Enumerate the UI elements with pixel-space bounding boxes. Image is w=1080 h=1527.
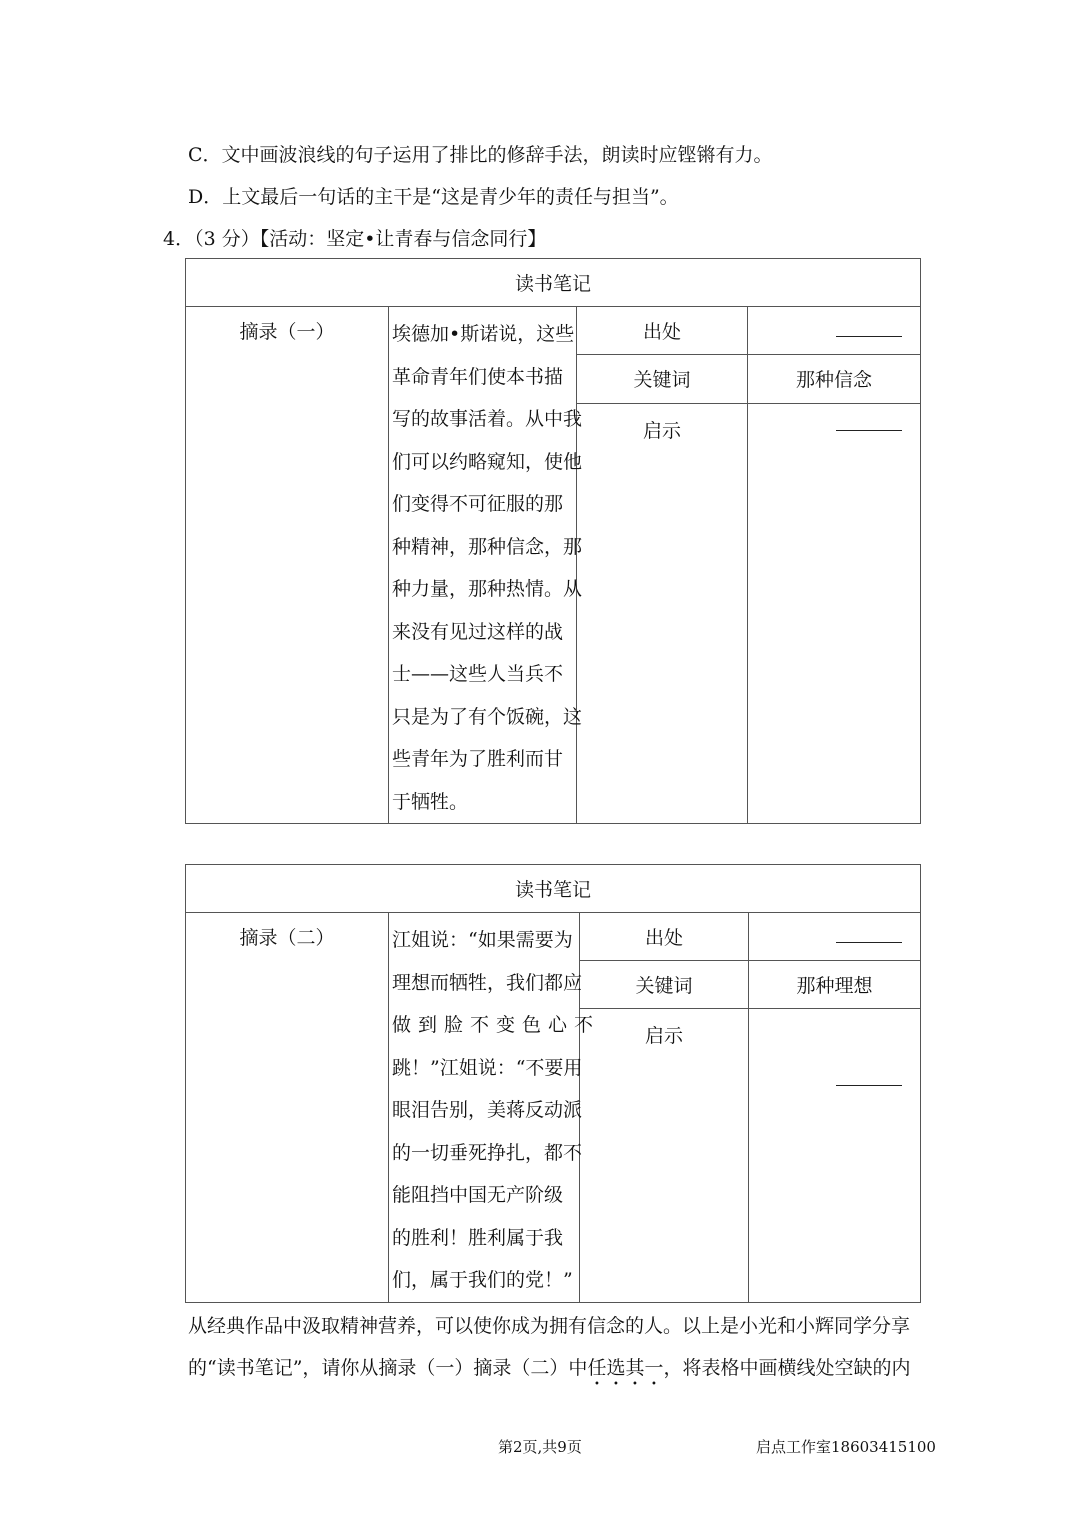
quote-line: 写的故事活着。从中我 bbox=[392, 408, 583, 430]
quote-line: 眼泪告别，美蒋反动派 bbox=[392, 1099, 583, 1121]
quote-line: 的一切垂死挣扎，都不 bbox=[392, 1141, 583, 1164]
instruction-text: ，将表格中画横线处空缺的内 bbox=[663, 1357, 911, 1379]
excerpt-2-quote bbox=[389, 913, 601, 1303]
quote-line: 们变得不可征服的那 bbox=[392, 493, 564, 515]
keyword-value-1: 那种信念 bbox=[748, 355, 921, 403]
question-4-heading: 4．（3 分）【活动：坚定•让青春与信念同行】 bbox=[163, 228, 547, 250]
instruction-line-2 bbox=[188, 1353, 910, 1390]
quote-line: 种力量，那种热情。从 bbox=[392, 578, 583, 600]
instruction-text: 的“读书笔记”，请你从摘录（一）摘录（二）中 bbox=[188, 1357, 588, 1379]
quote-line: 们可以约略窥知，使他 bbox=[392, 450, 583, 473]
page-number: 第2页,共9页 bbox=[498, 1438, 582, 1456]
quote-line: 只是为了有个饭碗，这 bbox=[392, 705, 583, 728]
insight-blank-2[interactable] bbox=[749, 1009, 921, 1302]
quote-line: 来没有见过这样的战 bbox=[392, 620, 564, 643]
source-blank-1[interactable] bbox=[748, 307, 921, 355]
reading-notes-table-1 bbox=[185, 258, 921, 824]
source-blank-2[interactable] bbox=[749, 913, 921, 961]
excerpt-2-label: 摘录（二） bbox=[186, 913, 389, 1303]
keyword-value-2: 那种理想 bbox=[749, 961, 921, 1009]
quote-line: 跳！”江姐说：“不要用 bbox=[392, 1056, 583, 1079]
quote-line: 理想而牺牲，我们都应 bbox=[392, 971, 583, 994]
quote-line: 们，属于我们的党！” bbox=[392, 1269, 573, 1291]
insight-label-1: 启示 bbox=[577, 403, 748, 823]
keyword-label-2: 关键词 bbox=[580, 961, 749, 1009]
quote-line: 能阻挡中国无产阶级 bbox=[392, 1184, 564, 1206]
excerpt-1-quote bbox=[389, 307, 583, 824]
quote-line: 江姐说：“如果需要为 bbox=[392, 929, 573, 951]
quote-line: 于牺牲。 bbox=[392, 790, 469, 813]
emphasized-text: 任选其一 bbox=[587, 1357, 664, 1379]
option-c: C．文中画波浪线的句子运用了排比的修辞手法，朗读时应铿锵有力。 bbox=[188, 144, 773, 166]
insight-blank-1[interactable] bbox=[748, 403, 921, 823]
insight-label-2: 启示 bbox=[580, 1009, 749, 1302]
quote-line: 埃德加•斯诺说，这些 bbox=[392, 323, 575, 345]
table-2-title: 读书笔记 bbox=[186, 865, 921, 913]
quote-line: 些青年为了胜利而甘 bbox=[392, 748, 564, 770]
reading-notes-table-2 bbox=[185, 864, 921, 1303]
quote-line: 士——这些人当兵不 bbox=[392, 663, 564, 685]
excerpt-1-label: 摘录（一） bbox=[186, 307, 389, 824]
quote-line: 做到脸不变色心不 bbox=[392, 1014, 601, 1036]
source-label-1: 出处 bbox=[577, 307, 748, 355]
option-d: D．上文最后一句话的主干是“这是青少年的责任与担当”。 bbox=[188, 186, 679, 208]
source-label-2: 出处 bbox=[580, 913, 749, 961]
instruction-line-1: 从经典作品中汲取精神营养，可以使你成为拥有信念的人。以上是小光和小辉同学分享 bbox=[188, 1315, 911, 1337]
studio-contact: 启点工作室18603415100 bbox=[756, 1438, 936, 1456]
quote-line: 种精神，那种信念，那 bbox=[392, 535, 583, 558]
quote-line: 的胜利！胜利属于我 bbox=[392, 1226, 564, 1249]
keyword-label-1: 关键词 bbox=[577, 355, 748, 403]
table-1-title: 读书笔记 bbox=[186, 259, 921, 307]
quote-line: 革命青年们使本书描 bbox=[392, 365, 564, 388]
